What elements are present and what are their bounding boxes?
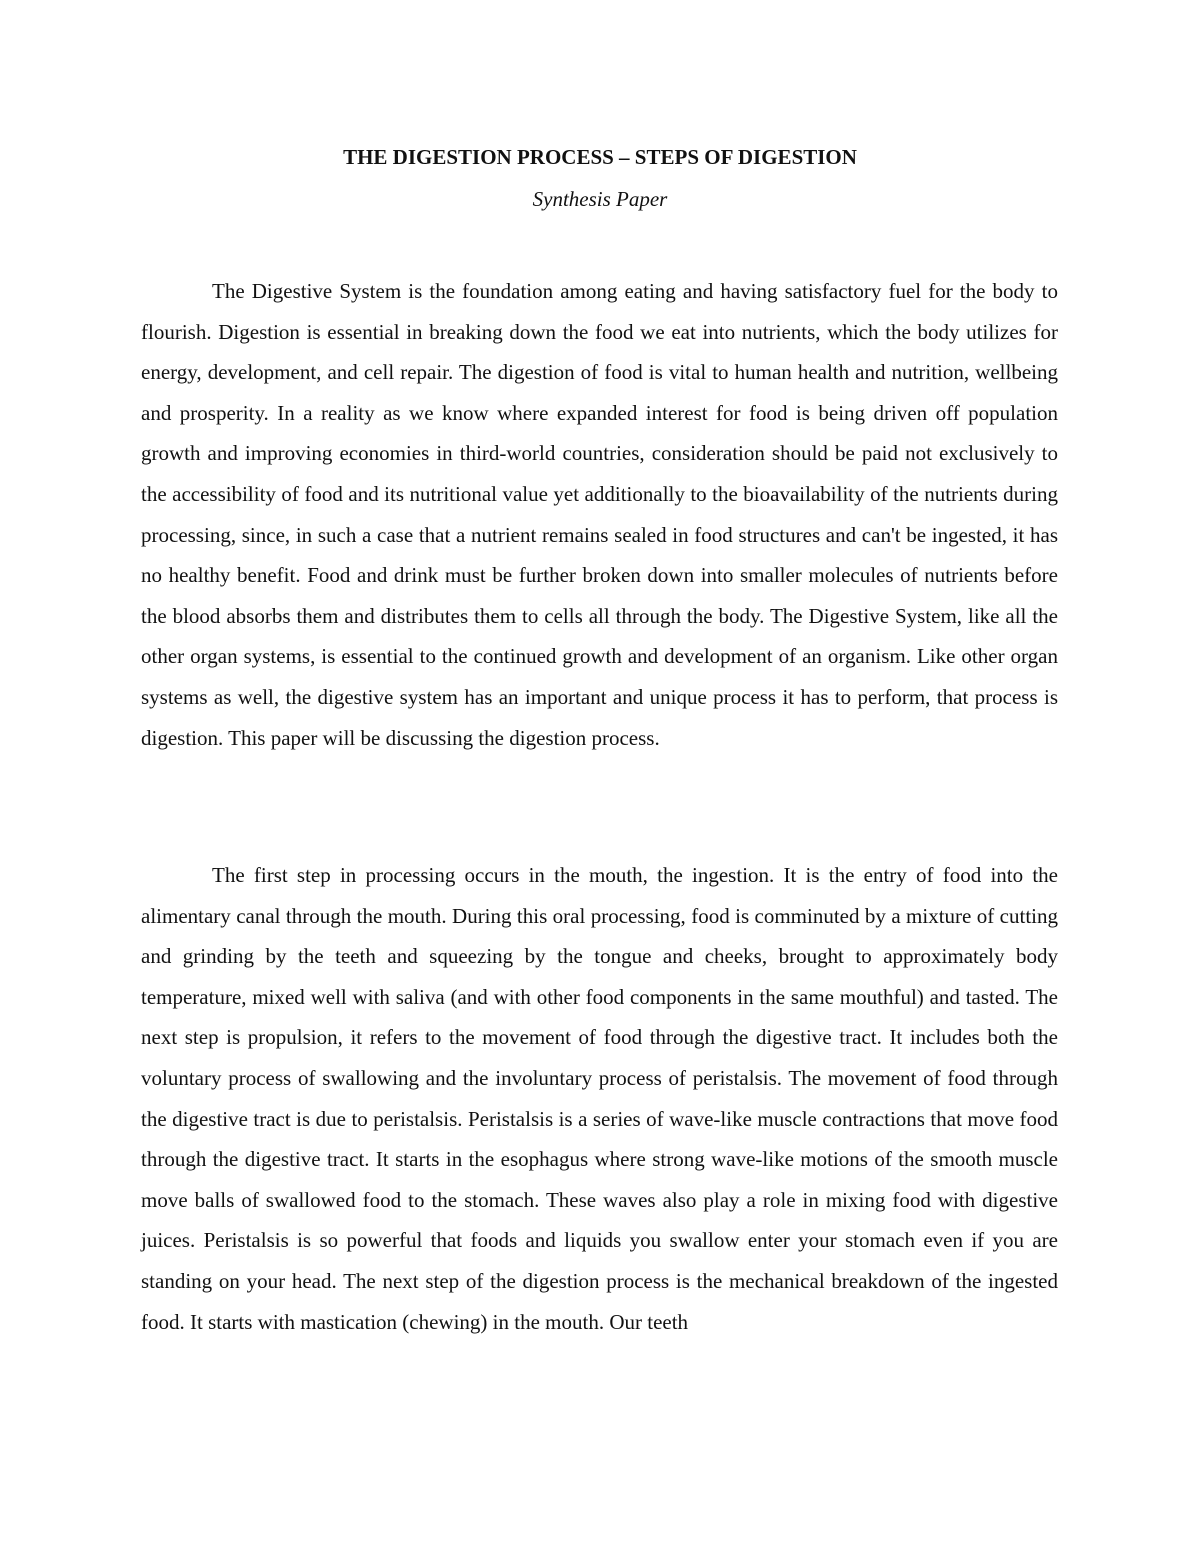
document-title: THE DIGESTION PROCESS – STEPS OF DIGESTION [343, 145, 857, 169]
body-paragraph-1: The Digestive System is the foundation among eating and having satisfactory fuel for the body to flourish. Digestion is essential in breaking down the food we eat into nutrients, which the body utilizes for energy, development, and cell repair. The digestion of food is vital to human health and nutrition, wellbeing and prosperity. In a reality as we know where expanded interest for food is being driven off population growth and improving economies in third-world countries, consideration should be paid not exclusively to the accessibility of food and its nutritional value yet additionally to the bioavailability of the nutrients during processing, since, in such a case that a nutrient remains sealed in food structures and can't be ingested, it has no healthy benefit. Food and drink must be further broken down into smaller molecules of nutrients before the blood absorbs them and distributes them to cells all through the body. The Digestive System, like all the other organ systems, is essential to the continued growth and development of an organism. Like other organ systems as well, the digestive system has an important and unique process it has to perform, that process is digestion. This paper will be discussing the digestion process. [141, 279, 1058, 750]
body-paragraph-2: The first step in processing occurs in the mouth, the ingestion. It is the entry of food into the alimentary canal through the mouth. During this oral processing, food is comminuted by a mixture of cutting and grinding by the teeth and squeezing by the tongue and cheeks, brought to approximately body temperature, mixed well with saliva (and with other food components in the same mouthful) and tasted. The next step is propulsion, it refers to the movement of food through the digestive tract. It includes both the voluntary process of swallowing and the involuntary process of peristalsis. The movement of food through the digestive tract is due to peristalsis. Peristalsis is a series of wave-like muscle contractions that move food through the digestive tract. It starts in the esophagus where strong wave-like motions of the smooth muscle move balls of swallowed food to the stomach. These waves also play a role in mixing food with digestive juices. Peristalsis is so powerful that foods and liquids you swallow enter your stomach even if you are standing on your head. The next step of the digestion process is the mechanical breakdown of the ingested food. It starts with mastication (chewing) in the mouth. Our teeth [141, 863, 1058, 1334]
document-subtitle: Synthesis Paper [532, 187, 668, 211]
